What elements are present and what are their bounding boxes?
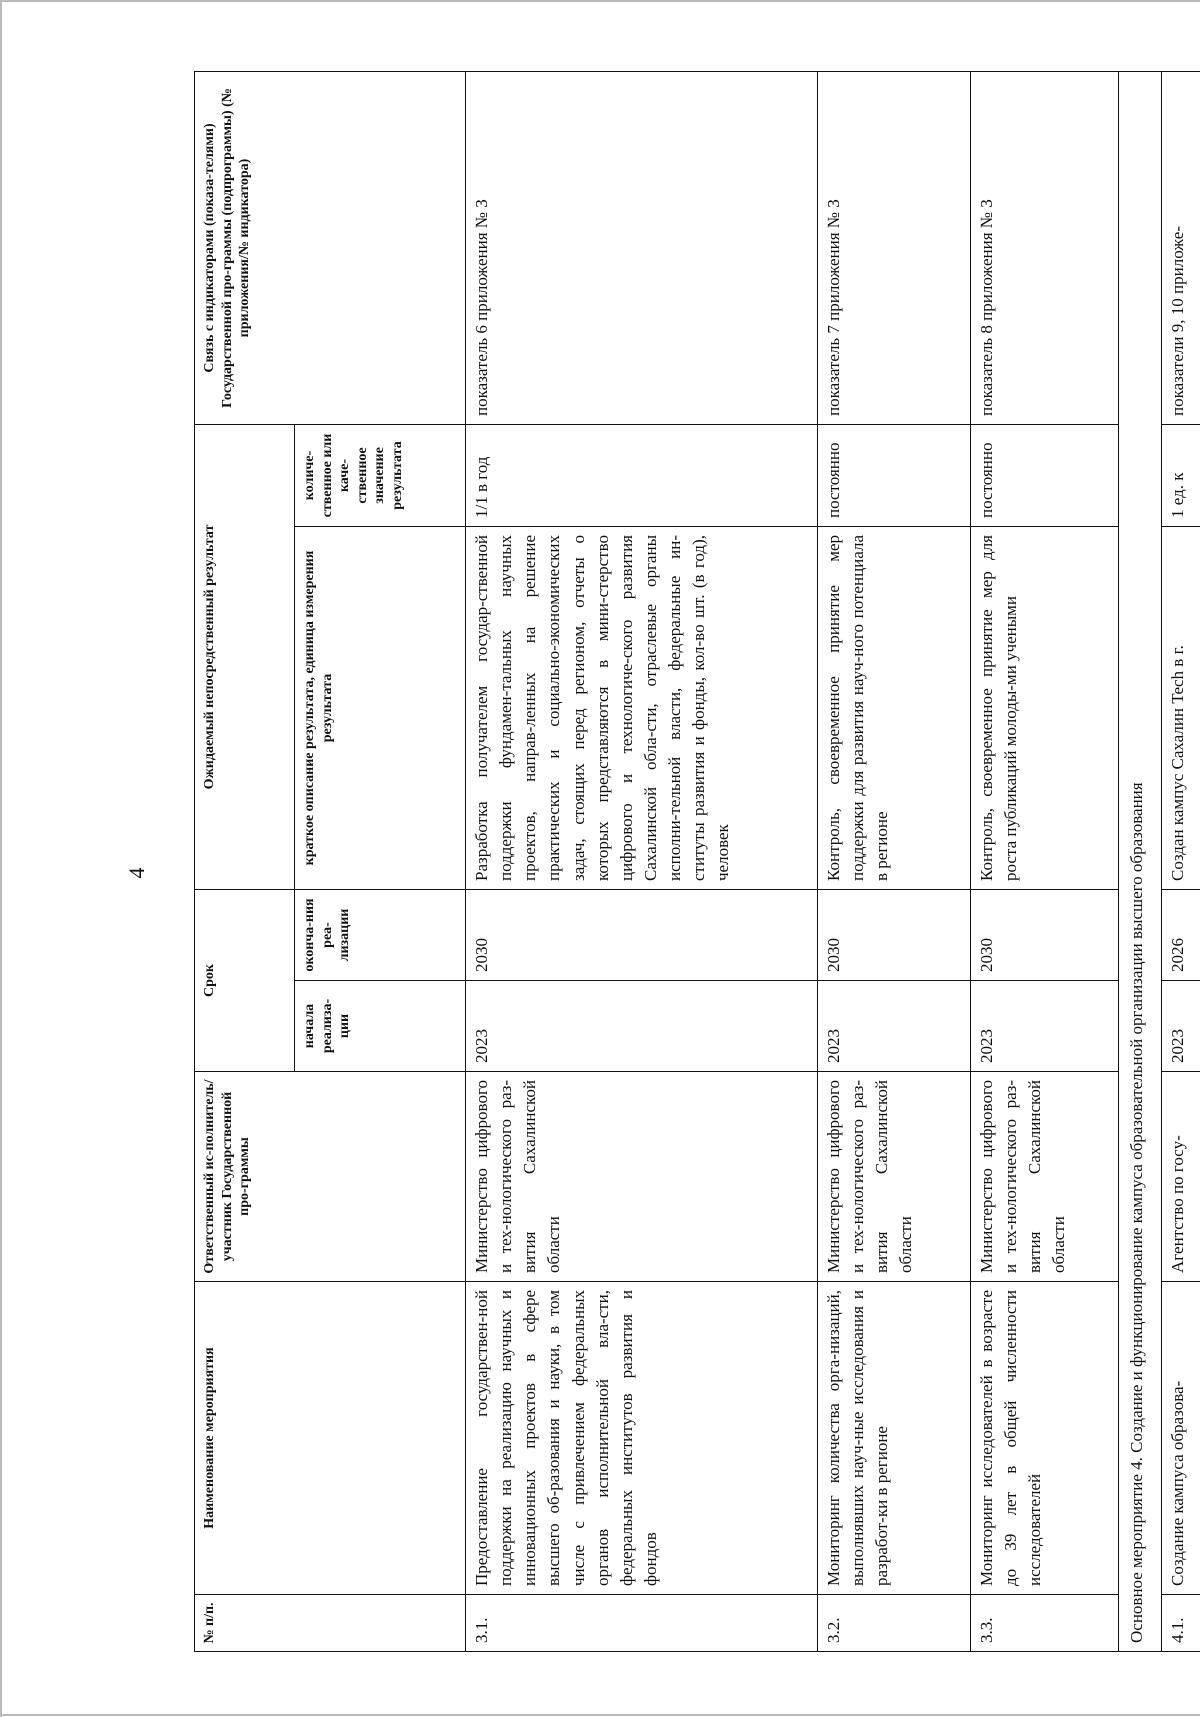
row-name: Создание кампуса образова- [1162,1282,1200,1595]
table-row [818,72,971,1652]
row-responsible: Агентство по госу- [1162,1072,1200,1282]
header-name: Наименование мероприятия [195,1282,466,1595]
row-start: 2023 [818,981,971,1072]
header-term-start: начала реализа-ции [295,981,466,1072]
row-end: 2030 [818,890,971,981]
row-desc: Разработка получателем государ-ственной поддержки фундамен-тальных научных проектов, направ-ленных на решение практических и социально-экономических задач, стоящих перед регионом, отчеты о которых представляются в мини-стерство цифрового и технологиче-ского развития Сахалинской обла-сти, отраслевые органы исполни-тельной власти, федеральные ин-ституты развития и фонды, кол-во шт. (в год), человек [466,527,818,890]
header-term-end: оконча-ния реа-лизации [295,890,466,981]
header-link: Связь с индикаторами (показа-телями) Государственной про-граммы (подпрограммы) (№ приложения/№ индикатора) [195,72,466,425]
row-start: 2023 [971,981,1119,1072]
row-start: 2023 [1162,981,1200,1072]
header-expected: Ожидаемый непосредственный результат [195,425,295,890]
row-responsible: Министерство цифрового и тех-нологического раз-вития Сахалинской области [971,1072,1119,1282]
row-desc: Контроль, своевременное принятие мер поддержки для развития науч-ного потенциала в регионе [818,527,971,890]
row-link: показатель 7 приложения № 3 [818,72,971,425]
section-row [1119,72,1162,1652]
activities-table [194,71,1200,1652]
row-desc: Контроль, своевременное принятие мер для роста публикаций молоды-ми учеными [971,527,1119,890]
header-num: № п/п. [195,1595,466,1652]
row-end: 2026 [1162,890,1200,981]
table-row [971,72,1119,1652]
header-expected-desc: краткое описание результата, единица измерения результата [295,527,466,890]
scan-edge-line-bottom [0,1714,1200,1716]
row-value: постоянно [818,425,971,527]
section-title: Основное мероприятие 4. Создание и функционирование кампуса образовательной организации высшего образования [1119,72,1162,1652]
row-link: показатель 6 приложения № 3 [466,72,818,425]
row-num: 4.1. [1162,1595,1200,1652]
row-value: 1/1 в год [466,425,818,527]
row-name: Мониторинг количества орга-низаций, выполнявших науч-ные исследования и разработ-ки в регионе [818,1282,971,1595]
row-end: 2030 [466,890,818,981]
table-row [466,72,818,1652]
row-num: 3.2. [818,1595,971,1652]
rotated-table-wrapper [194,72,1200,1652]
scan-edge-line-left [0,0,2,1717]
row-link: показатель 8 приложения № 3 [971,72,1119,425]
header-responsible: Ответственный ис-полнитель/участник Государственной про-граммы [195,1072,466,1282]
row-responsible: Министерство цифрового и тех-нологического раз-вития Сахалинской области [466,1072,818,1282]
row-num: 3.1. [466,1595,818,1652]
header-expected-value: количе-ственное или каче-ственное значение результата [295,425,466,527]
page-number: 4 [124,867,149,879]
row-link: показатели 9, 10 приложе- [1162,72,1200,425]
header-term: Срок [195,890,295,1072]
row-end: 2030 [971,890,1119,981]
row-responsible: Министерство цифрового и тех-нологического раз-вития Сахалинской области [818,1072,971,1282]
table-row [1162,72,1200,1652]
row-name: Мониторинг исследователей в возрасте до 39 лет в общей численности исследователей [971,1282,1119,1595]
row-desc: Создан кампус Сахалин Tech в г. [1162,527,1200,890]
header-row-1 [195,72,295,1652]
row-name: Предоставление государствен-ной поддержки на реализацию научных и инновационных проектов в сфере высшего об-разования и науки, в том числе с привлечением федеральных органов исполнительной вла-сти, федеральных институтов развития и фондов [466,1282,818,1595]
scan-edge-line-top [0,0,1200,2]
row-start: 2023 [466,981,818,1072]
row-value: 1 ед. к [1162,425,1200,527]
row-num: 3.3. [971,1595,1119,1652]
row-value: постоянно [971,425,1119,527]
